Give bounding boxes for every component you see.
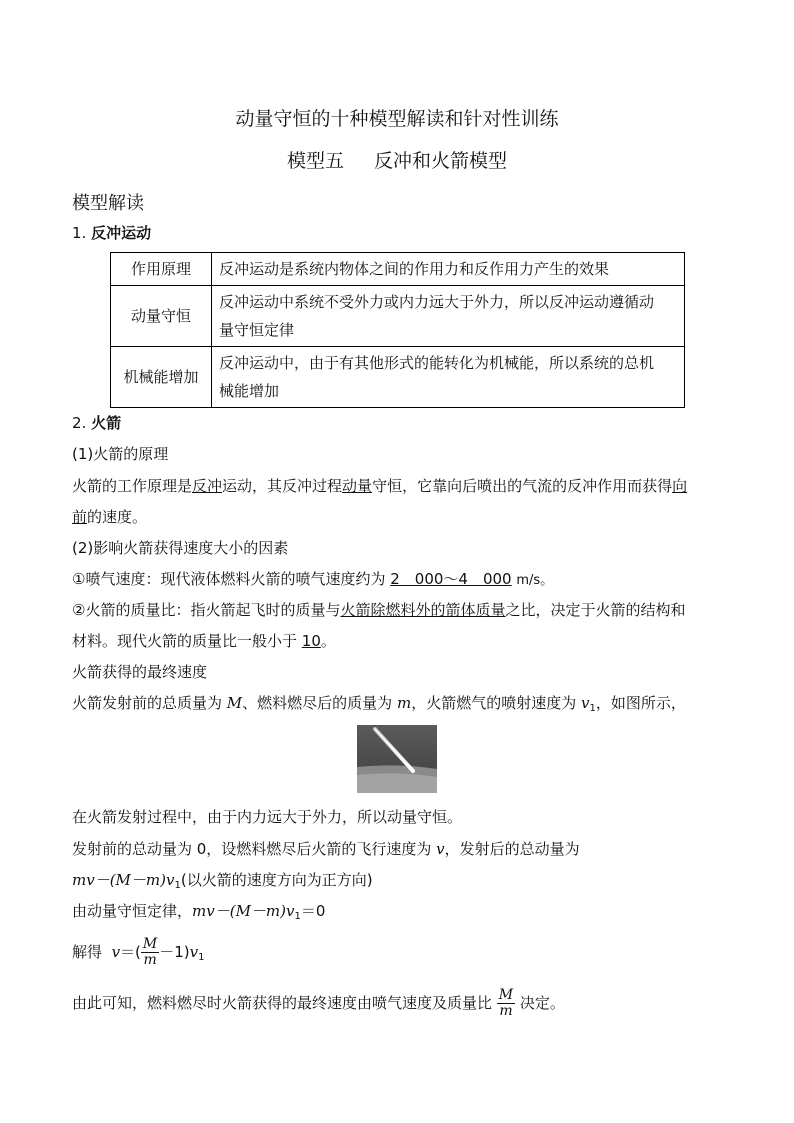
math-sub: 1 <box>198 952 205 963</box>
table-key-cell: 动量守恒 <box>111 286 212 347</box>
text: 火箭发射前的总质量为 <box>72 694 223 712</box>
part2-heading-num: 2. <box>72 414 87 432</box>
text: 运动，其反冲过程 <box>222 477 343 495</box>
text: 的速度。 <box>87 508 148 526</box>
momentum-expression-line <box>72 869 373 891</box>
mass-fraction <box>141 937 159 968</box>
velocity-factors-heading: (2)影响火箭获得速度大小的因素 <box>72 539 289 557</box>
document-title: 动量守恒的十种模型解读和针对性训练 <box>235 108 559 130</box>
math-expression: mv－(M－m)v <box>192 902 295 920</box>
conclusion-line <box>72 981 565 1025</box>
mass-ratio-line1 <box>72 599 685 621</box>
table-row <box>111 253 685 286</box>
table-value-cell: 反冲运动是系统内物体之间的作用力和反作用力产生的效果 <box>212 253 685 286</box>
blank-answer: 2 000～4 000 <box>390 570 512 588</box>
model-name: 反冲和火箭模型 <box>374 150 508 172</box>
part1-heading-num: 1. <box>72 224 87 242</box>
math-var: v <box>436 840 445 858</box>
solution-line <box>72 930 205 974</box>
text: (以火箭的速度方向为正方向) <box>180 871 373 889</box>
part2-heading <box>72 412 121 434</box>
text: ，发射后的总动量为 <box>444 840 580 858</box>
text: ，火箭燃气的喷射速度为 <box>411 694 577 712</box>
unit: m/s。 <box>516 573 554 588</box>
table-key-cell: 机械能增加 <box>111 347 212 408</box>
text: 、燃料燃尽后的质量为 <box>242 694 393 712</box>
table-row <box>111 347 685 408</box>
blank-answer: 10 <box>301 632 321 650</box>
math-var: v <box>580 694 590 712</box>
text: ，如图所示， <box>595 694 686 712</box>
math-var: v <box>189 943 199 961</box>
principle-paragraph-line1 <box>72 475 687 497</box>
conservation-equation-line <box>72 900 325 922</box>
table-value-cell <box>212 347 685 408</box>
text: 决定。 <box>519 994 565 1012</box>
section-heading: 模型解读 <box>72 193 144 214</box>
value-line: 反冲运动中，由于有其他形式的能转化为机械能，所以系统的总机 <box>219 354 655 372</box>
part1-heading-text: 反冲运动 <box>91 224 152 242</box>
part1-heading <box>72 222 151 244</box>
blank-answer: 反冲 <box>192 477 223 495</box>
text: ②火箭的质量比：指火箭起飞时的质量与 <box>72 601 341 619</box>
math-sub: 1 <box>294 911 301 922</box>
exhaust-speed-line <box>72 568 553 592</box>
principle-paragraph-line2 <box>72 506 147 528</box>
math-sub: 1 <box>174 880 181 891</box>
fraction-numerator: M <box>142 936 158 952</box>
text: 守恒，它靠向后喷出的气流的反冲作用而获得 <box>372 477 673 495</box>
text: 发射前的总动量为 0，设燃料燃尽后火箭的飞行速度为 <box>72 840 432 858</box>
table-row <box>111 286 685 347</box>
math-sub: 1 <box>589 703 596 714</box>
text: 之比，决定于火箭的结构和 <box>505 601 686 619</box>
recoil-table <box>110 252 685 408</box>
value-line: 反冲运动中系统不受外力或内力远大于外力，所以反冲运动遵循动 <box>219 293 655 311</box>
value-line: 械能增加 <box>219 382 280 400</box>
fraction-numerator: M <box>498 987 514 1003</box>
text: ＝0 <box>300 902 326 920</box>
blank-answer: 向 <box>672 477 688 495</box>
blank-answer: 火箭除燃料外的箭体质量 <box>340 601 506 619</box>
mass-ratio-line2 <box>72 630 336 652</box>
text: －1) <box>159 943 190 961</box>
math-var: m <box>396 694 412 712</box>
rocket-principle-heading: (1)火箭的原理 <box>72 445 169 463</box>
table-value-cell <box>212 286 685 347</box>
text: 由动量守恒定律， <box>72 902 193 920</box>
math-var: v <box>111 943 121 961</box>
total-momentum-line <box>72 838 580 860</box>
mass-ratio-fraction <box>497 988 515 1019</box>
model-number: 模型五 <box>286 150 344 172</box>
text: 材料。现代火箭的质量比一般小于 <box>72 632 298 650</box>
text: 解得 <box>72 943 103 961</box>
text: ①喷气速度：现代液体燃料火箭的喷气速度约为 <box>72 570 386 588</box>
final-velocity-heading: 火箭获得的最终速度 <box>72 663 208 681</box>
text: 火箭的工作原理是 <box>72 477 193 495</box>
table-key-cell: 作用原理 <box>111 253 212 286</box>
text: ＝( <box>120 943 141 961</box>
momentum-conserved-line: 在火箭发射过程中，由于内力远大于外力，所以动量守恒。 <box>72 808 463 826</box>
model-subtitle <box>0 146 794 173</box>
rocket-launch-photo <box>357 725 437 793</box>
math-var: M <box>226 694 243 712</box>
text: 由此可知，燃料燃尽时火箭获得的最终速度由喷气速度及质量比 <box>72 994 493 1012</box>
fraction-denominator: m <box>143 952 157 968</box>
blank-answer: 前 <box>72 508 88 526</box>
fraction-denominator: m <box>499 1003 513 1019</box>
part2-heading-text: 火箭 <box>91 414 122 432</box>
mass-definition-line <box>72 692 686 714</box>
text: 。 <box>320 632 336 650</box>
blank-answer: 动量 <box>342 477 373 495</box>
math-expression: mv－(M－m)v <box>72 871 175 889</box>
value-line: 量守恒定律 <box>219 321 295 339</box>
